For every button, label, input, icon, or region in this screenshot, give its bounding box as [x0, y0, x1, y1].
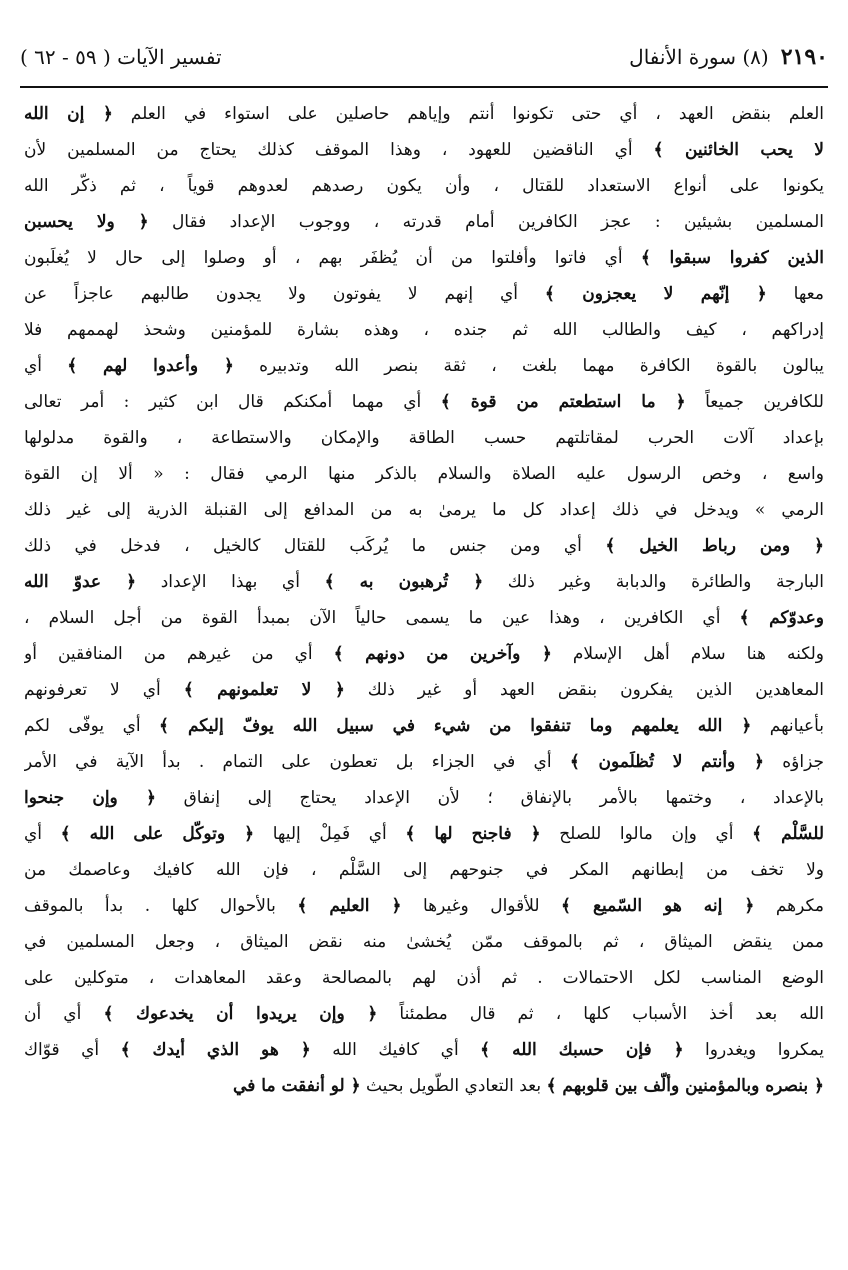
commentary-segment: أي فاتوا وأفلتوا من أن يُظفَر بهم ، أو وصلوا إلى حال لا يُغلَبون [24, 248, 641, 268]
commentary-segment: أي [24, 824, 61, 844]
quran-verse-segment: ﴿ وإن جنحوا [24, 788, 156, 808]
text-line [24, 780, 824, 816]
quran-verse-segment: ﴿ وإن يريدوا أن يخدعوك ﴾ [103, 1004, 378, 1024]
page-header [20, 36, 828, 78]
text-line [24, 816, 824, 852]
commentary-segment: إدراكهم ، كيف والطالب الله ثم جنده ، وهذه بشارة للمؤمنين وشحذ لهممهم فلا [24, 320, 824, 340]
text-line [24, 420, 824, 456]
commentary-segment: للكافرين جميعاً [685, 392, 824, 412]
commentary-segment: أي أن [24, 1004, 104, 1024]
text-line [24, 1068, 824, 1104]
surah-title: (٨) سورة الأنفال [629, 45, 769, 69]
header-divider [20, 86, 828, 88]
text-line [24, 960, 824, 996]
commentary-segment: أي يوفّى لكم [24, 716, 160, 736]
commentary-segment: يبالون بالقوة الكافرة مهما بلغت ، ثقة بنصر الله وتدبيره [233, 356, 824, 376]
page-number: ٢١٩٠ [780, 44, 828, 70]
text-line [24, 348, 824, 384]
text-line [24, 708, 824, 744]
quran-verse-segment: ﴿ فإن حسبك الله ﴾ [480, 1040, 684, 1060]
commentary-segment: بالإعداد ، وختمها بالأمر بالإنفاق ؛ لأن الإعداد يحتاج إلى إنفاق [155, 788, 824, 808]
text-line [24, 240, 824, 276]
commentary-segment: أي [24, 356, 68, 376]
quran-verse-segment: وعدوّكم ﴾ [739, 608, 824, 628]
commentary-segment: ولا تخف من إبطانهم المكر في جنوحهم إلى السَّلْم ، فإن الله كافيك وعاصمك من [24, 860, 824, 880]
commentary-segment: بإعداد آلات الحرب لمقاتلتهم حسب الطاقة والإمكان والاستطاعة ، والقوة مدلولها [24, 428, 824, 448]
commentary-segment: أي الناقضين للعهود ، وهذا الموقف كذلك يحتاج من المسلمين لأن [24, 140, 654, 160]
commentary-segment: أي وإن مالوا للصلح [540, 824, 753, 844]
commentary-segment: أي من غيرهم من المنافقين أو [24, 644, 334, 664]
commentary-segment: يمكروا ويغدروا [683, 1040, 824, 1060]
quran-verse-segment: ﴿ فاجنح لها ﴾ [405, 824, 541, 844]
quran-verse-segment: الذين كفروا سبقوا ﴾ [640, 248, 824, 268]
quran-verse-segment: ﴿ ولا يحسبن [24, 212, 149, 232]
quran-verse-segment: ﴿ لو أنفقت ما في [233, 1076, 361, 1096]
quran-verse-segment: ﴿ إن الله [24, 104, 113, 124]
commentary-segment: الله بعد أخذ الأسباب كلها ، ثم قال مطمئناً [377, 1004, 824, 1024]
commentary-segment: المعاهدين الذين يفكرون بنقض العهد أو غير ذلك [344, 680, 824, 700]
text-line [24, 492, 824, 528]
commentary-segment: أي فَمِلْ إليها [254, 824, 406, 844]
quran-verse-segment: للسَّلْم ﴾ [752, 824, 824, 844]
text-line [24, 1032, 824, 1068]
text-line [24, 852, 824, 888]
text-line [24, 204, 824, 240]
section-title: تفسير الآيات ( ٥٩ - ٦٢ ) [20, 45, 222, 69]
text-line [24, 96, 824, 132]
quran-verse-segment: ﴿ وتوكّل على الله ﴾ [60, 824, 255, 844]
text-line [24, 600, 824, 636]
text-line [24, 744, 824, 780]
commentary-segment: يكونوا على أنواع الاستعداد للقتال ، وأن يكون رصدهم لعدوهم قوياً ، ثم ذكّر الله [24, 176, 824, 196]
text-line [24, 168, 824, 204]
commentary-segment: واسع ، وخص الرسول عليه الصلاة والسلام بالذكر منها الرمي فقال : « ألا إن القوة [24, 464, 824, 484]
quran-verse-segment: ﴿ وأنتم لا تُظلَمون ﴾ [569, 752, 764, 772]
text-line [24, 636, 824, 672]
commentary-segment: أي مهما أمكنكم قال ابن كثير : أمر تعالى [24, 392, 441, 412]
quran-verse-segment: ﴿ تُرهبون به ﴾ [324, 572, 484, 592]
commentary-segment: أي ومن جنس ما يُركَب للقتال كالخيل ، فدخل في ذلك [24, 536, 606, 556]
commentary-segment: العلم بنقض العهد ، أي حتى تكونوا أنتم وإياهم حاصلين على استواء في العلم [112, 104, 824, 124]
commentary-segment: معها [766, 284, 824, 304]
commentary-segment: ممن ينقض الميثاق ، ثم بالموقف ممّن يُخشىٰ منه نقض الميثاق ، وجعل المسلمين في [24, 932, 824, 952]
quran-verse-segment: ﴿ لا تعلمونهم ﴾ [183, 680, 345, 700]
commentary-segment: بأعيانهم [751, 716, 824, 736]
commentary-segment: أي في الجزاء بل تعطون على التمام . بدأ الآية في الأمر [24, 752, 570, 772]
quran-verse-segment: ﴿ وآخرين من دونهم ﴾ [333, 644, 552, 664]
quran-verse-segment: ﴿ وأعدوا لهم ﴾ [67, 356, 234, 376]
text-line [24, 456, 824, 492]
text-line [24, 276, 824, 312]
commentary-segment: ولكنه هنا سلام أهل الإسلام [551, 644, 824, 664]
commentary-segment: الرمي » ويدخل في ذلك إعداد كل ما يرمىٰ به من المدافع إلى القنبلة الذرية إلى غير ذلك [24, 500, 824, 520]
quran-verse-segment: ﴿ هو الذي أيدك ﴾ [120, 1040, 311, 1060]
quran-verse-segment: ﴿ إنّهم لا يعجزون ﴾ [544, 284, 767, 304]
commentary-segment: المسلمين بشيئين : عجز الكافرين أمام قدرته ، ووجوب الإعداد فقال [148, 212, 824, 232]
quran-verse-segment: ﴿ عدوّ الله [24, 572, 137, 592]
commentary-segment: أي لا تعرفونهم [24, 680, 184, 700]
quran-verse-segment: ﴿ الله يعلمهم وما تنفقوا من شيء في سبيل الله يوفّ إليكم ﴾ [159, 716, 752, 736]
commentary-segment: البارجة والطائرة والدبابة وغير ذلك [483, 572, 824, 592]
commentary-segment: للأقوال وغيرها [401, 896, 562, 916]
commentary-segment: جزاؤه [764, 752, 824, 772]
commentary-segment: بعد التعادي الطّويل بحيث [360, 1076, 547, 1096]
commentary-segment: مكرهم [754, 896, 824, 916]
text-line [24, 888, 824, 924]
text-line [24, 312, 824, 348]
quran-verse-segment: ﴿ العليم ﴾ [297, 896, 402, 916]
commentary-segment: بالأحوال كلها . بدأ بالموقف [24, 896, 298, 916]
tafsir-body-text [24, 96, 824, 1256]
commentary-segment: الوضع المناسب لكل الاحتمالات . ثم أذن لهم بالمصالحة وعقد المعاهدات ، متوكلين على [24, 968, 824, 988]
quran-verse-segment: ﴿ إنه هو السّميع ﴾ [561, 896, 755, 916]
commentary-segment: أي كافيك الله [310, 1040, 481, 1060]
commentary-segment: أي إنهم لا يفوتون ولا يجدون طالبهم عاجزاً عن [24, 284, 545, 304]
text-line [24, 924, 824, 960]
header-right-group [629, 44, 828, 70]
commentary-segment: أي الكافرين ، وهذا عين ما يسمى حالياً الآن بمبدأ القوة من أجل السلام ، [24, 608, 740, 628]
text-line [24, 132, 824, 168]
quran-verse-segment: ﴿ بنصره وبالمؤمنين وألّف بين قلوبهم ﴾ [546, 1076, 824, 1096]
quran-verse-segment: لا يحب الخائنين ﴾ [653, 140, 824, 160]
text-line [24, 996, 824, 1032]
text-line [24, 384, 824, 420]
commentary-segment: أي قوّاك [24, 1040, 121, 1060]
commentary-segment: أي بهذا الإعداد [136, 572, 325, 592]
text-line [24, 672, 824, 708]
quran-verse-segment: ﴿ ما استطعتم من قوة ﴾ [440, 392, 686, 412]
text-line [24, 564, 824, 600]
text-line [24, 528, 824, 564]
quran-verse-segment: ﴿ ومن رباط الخيل ﴾ [605, 536, 824, 556]
